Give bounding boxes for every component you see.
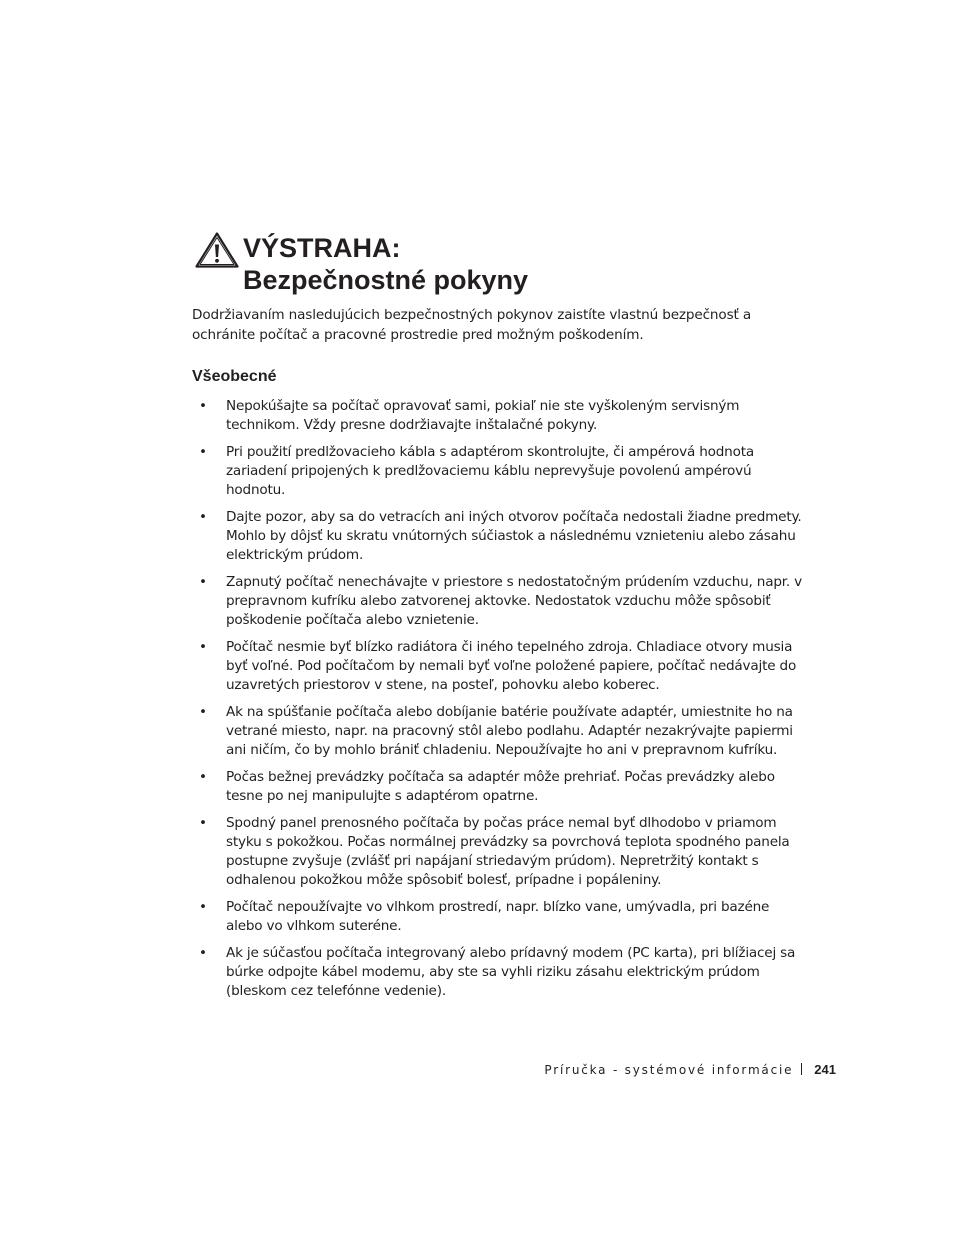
bullet-icon: • [199,639,207,655]
bullet-icon: • [199,574,207,590]
list-item-text: Ak je súčasťou počítača integrovaný alebo prídavný modem (PC karta), pri blížiacej sa búrke odpojte kábel modemu, aby ste sa vyhli riziku zásahu elektrickým prúdom (bleskom cez telefónne vedenie). [226,945,796,999]
title-line-2: Bezpečnostné pokyny [243,265,529,295]
list-item [196,443,808,500]
bullet-icon: • [199,398,207,414]
list-item-text: Počas bežnej prevádzky počítača sa adaptér môže prehriať. Počas prevádzky alebo tesne po nej manipulujte s adaptérom opatrne. [226,769,775,804]
list-item-text: Počítač nepoužívajte vo vlhkom prostredí, napr. blízko vane, umývadla, pri bazéne alebo vo vlhkom suteréne. [226,899,770,934]
page-footer [544,1061,836,1079]
bullet-icon: • [199,444,207,460]
list-item-text: Spodný panel prenosného počítača by počas práce nemal byť dlhodobo v priamom styku s pokožkou. Počas normálnej prevádzky sa povrchová teplota spodného panela postupne zvyšuje (zvlášť pri napájaní striedavým prúdom). Nepretržitý kontakt s odhalenou pokožkou môže spôsobiť bolesť, prípadne i popáleniny. [226,815,790,888]
list-item [196,573,808,630]
list-item [196,768,808,806]
footer-separator [801,1063,802,1075]
safety-instructions-list [196,397,808,1009]
list-item-text: Zapnutý počítač nenechávajte v priestore s nedostatočným prúdením vzduchu, napr. v prepravnom kufríku alebo zatvorenej aktovke. Nedostatok vzduchu môže spôsobiť poškodenie počítača alebo vznietenie. [226,574,802,628]
footer-title: Príručka - systémové informácie [544,1063,794,1077]
list-item [196,703,808,760]
bullet-icon: • [199,509,207,525]
page-number: 241 [814,1062,836,1077]
list-item [196,638,808,695]
list-item [196,508,808,565]
bullet-icon: • [199,769,207,785]
intro-paragraph: Dodržiavaním nasledujúcich bezpečnostných pokynov zaistíte vlastnú bezpečnosť a ochránite počítač a pracovné prostredie pred možným poškodením. [192,307,752,343]
list-item-text: Pri použití predlžovacieho kábla s adaptérom skontrolujte, či ampérová hodnota zariadení pripojených k predlžovaciemu káblu neprevyšuje povolenú ampérovú hodnotu. [226,444,754,498]
page-title [243,232,528,296]
list-item [196,397,808,435]
warning-triangle-icon [194,231,240,269]
list-item-text: Ak na spúšťanie počítača alebo dobíjanie batérie používate adaptér, umiestnite ho na vetrané miesto, napr. na pracovný stôl alebo podlahu. Adaptér nezakrývajte papiermi ani ničím, čo by mohlo brániť chladeniu. Nepoužívajte ho ani v prepravnom kufríku. [226,704,793,758]
bullet-icon: • [199,945,207,961]
title-line-1: VÝSTRAHA: [243,233,401,263]
list-item-text: Dajte pozor, aby sa do vetracích ani iných otvorov počítača nedostali žiadne predmety. Mohlo by dôjsť ku skratu vnútorných súčiastok a následnému vznieteniu alebo zásahu elektrickým prúdom. [226,509,802,563]
bullet-icon: • [199,704,207,720]
bullet-icon: • [199,899,207,915]
list-item-text: Nepokúšajte sa počítač opravovať sami, pokiaľ nie ste vyškoleným servisným technikom. Vždy presne dodržiavajte inštalačné pokyny. [226,398,740,433]
list-item [196,898,808,936]
list-item-text: Počítač nesmie byť blízko radiátora či iného tepelného zdroja. Chladiace otvory musia byť voľné. Pod počítačom by nemali byť voľne položené papiere, počítač nedávajte do uzavretých priestorov v stene, na posteľ, pohovku alebo koberec. [226,639,797,693]
list-item [196,814,808,890]
bullet-icon: • [199,815,207,831]
list-item [196,944,808,1001]
section-heading: Všeobecné [192,368,277,385]
